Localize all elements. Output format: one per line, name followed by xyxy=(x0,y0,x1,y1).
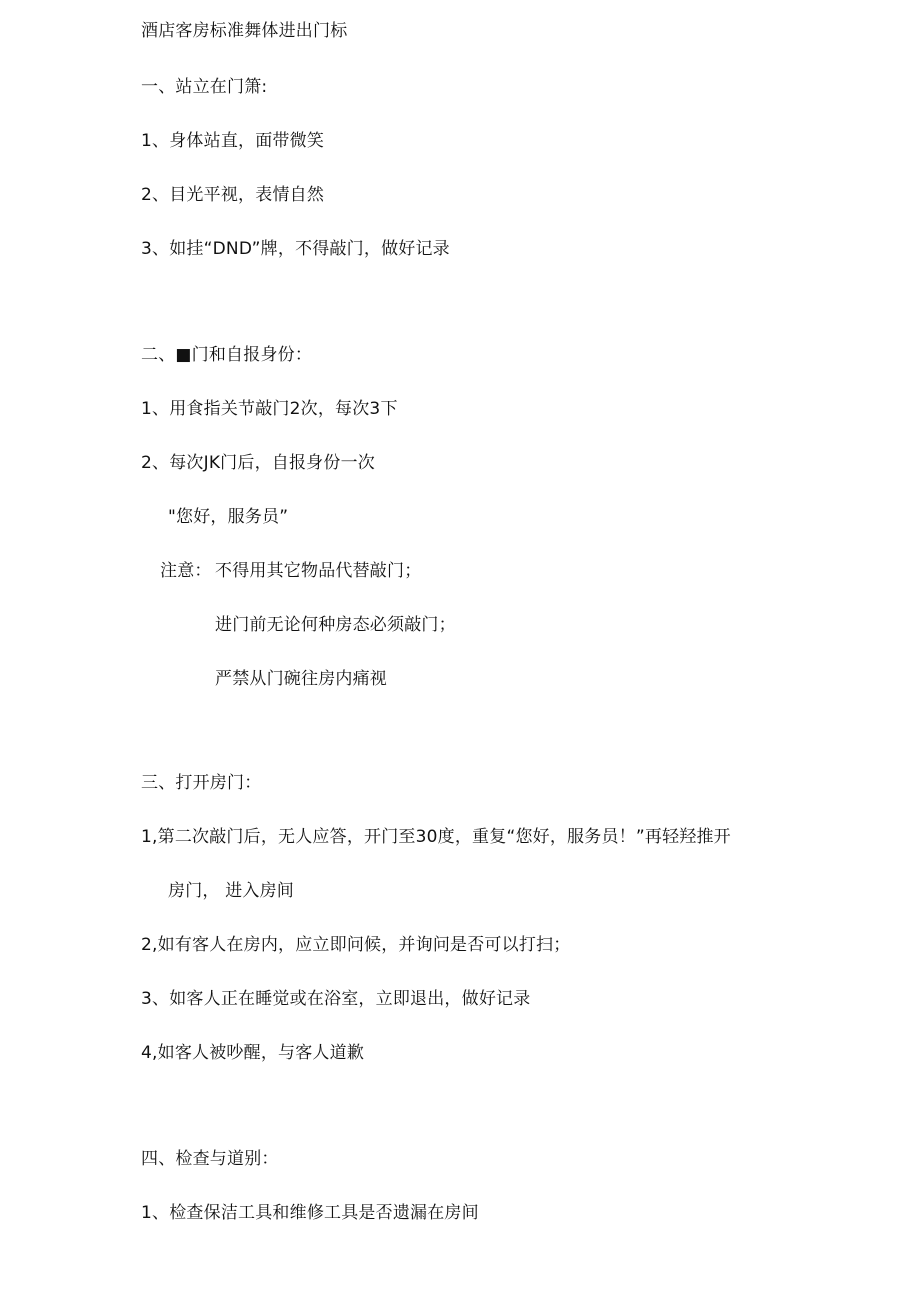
list-item: 1、身体站直，面带微笑 xyxy=(141,131,325,151)
greeting-quote: "您好，服务员” xyxy=(168,507,289,527)
section-heading-2: 二、■门和自报身份： xyxy=(141,345,313,365)
list-item: 4,如客人被吵醒，与客人道歉 xyxy=(141,1043,365,1063)
list-item: 2,如有客人在房内，应立即问候，并询问是否可以打扫； xyxy=(141,935,571,955)
note-line: 严禁从门碗往房内痛视 xyxy=(215,669,387,689)
document-title: 酒店客房标准舞体进出门标 xyxy=(141,21,348,41)
list-item: 3、如挂“DND”牌，不得敲门，做好记录 xyxy=(141,239,450,259)
section-heading-1: 一、站立在门箫: xyxy=(141,77,268,97)
list-item: 1、检查保洁工具和维修工具是否遗漏在房间 xyxy=(141,1203,479,1223)
list-item-continuation: 房门， 进入房间 xyxy=(168,881,295,901)
list-item: 1、用食指关节敲门2次，每次3下 xyxy=(141,399,398,419)
section-heading-4: 四、检查与道别： xyxy=(141,1149,279,1169)
list-item: 3、如客人正在睡觉或在浴室，立即退出，做好记录 xyxy=(141,989,531,1009)
note-label: 注意： xyxy=(160,561,212,581)
list-item: 2、目光平视，表情自然 xyxy=(141,185,325,205)
note-line: 不得用其它物品代替敲门； xyxy=(215,561,422,581)
section-heading-3: 三、打开房门： xyxy=(141,773,262,793)
list-item: 1,第二次敲门后，无人应答，开门至30度，重复“您好，服务员！”再轻羟推开 xyxy=(141,827,731,847)
list-item: 2、每次JK门后，自报身份一次 xyxy=(141,453,375,473)
note-line: 进门前无论何种房态必须敲门； xyxy=(215,615,456,635)
